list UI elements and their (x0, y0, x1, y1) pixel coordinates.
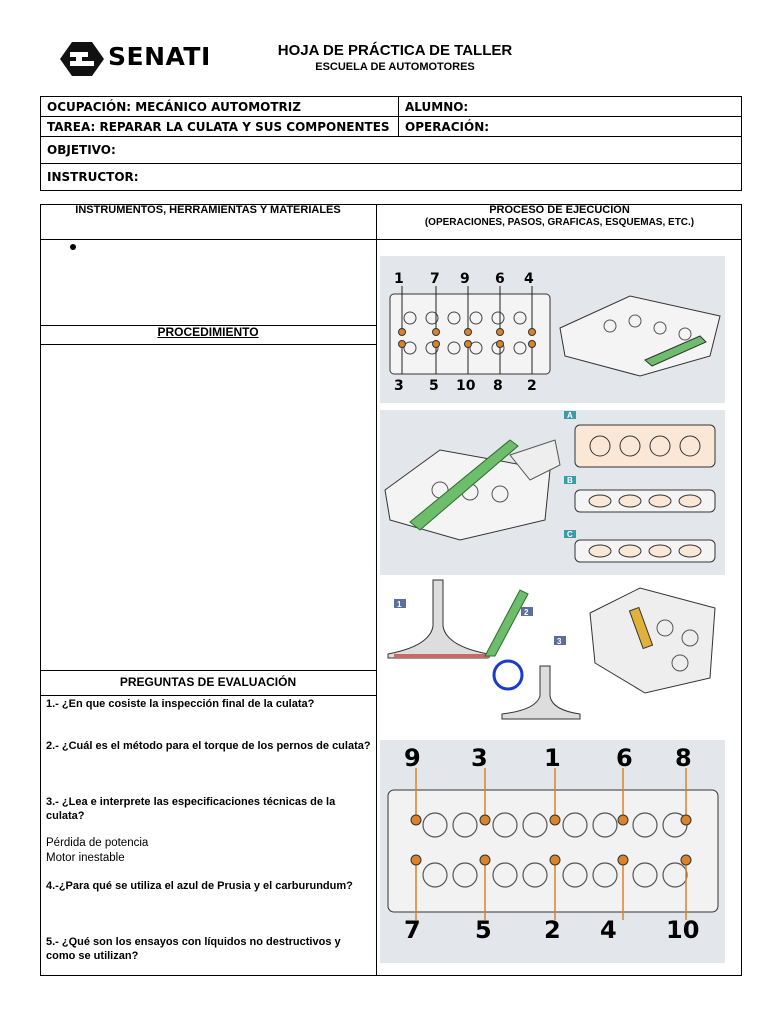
valve-figure (380, 578, 725, 723)
seq-top-1: 1 (394, 271, 404, 287)
brush-sketch (485, 590, 528, 656)
info-table (40, 96, 742, 191)
valve-sketch-1 (388, 580, 488, 658)
big-head-sketch (388, 790, 718, 912)
question-5: 5.- ¿Qué son los ensayos con líquidos no destructivos y como se utilizan? (46, 936, 341, 962)
instructor-field[interactable]: INSTRUCTOR: (41, 164, 742, 191)
proceso-subheader: (OPERACIONES, PASOS, GRAFICAS, ESQUEMAS, ETC.) (424, 217, 695, 228)
question-1: 1.- ¿En que cosiste la inspección final de la culata? (46, 698, 315, 710)
valve-label-3: 3 (557, 637, 562, 646)
alumno-field[interactable]: ALUMNO: (399, 97, 742, 117)
answer-line-1: Pérdida de potencia (46, 837, 149, 849)
big-seq-top-5: 8 (675, 744, 692, 772)
big-seq-top-1: 9 (404, 744, 421, 772)
page-subtitle: ESCUELA DE AUTOMOTORES (315, 61, 475, 73)
seq-top-2: 7 (430, 271, 440, 287)
empty-bullet (70, 244, 76, 250)
page-title: HOJA DE PRÁCTICA DE TALLER (277, 42, 513, 59)
gasket-label-a: A (567, 411, 573, 420)
seq-bottom-2: 5 (429, 378, 439, 394)
ocupacion-cell: OCUPACIÓN: MECÁNICO AUTOMOTRIZ (41, 97, 399, 117)
big-seq-top-4: 6 (616, 744, 633, 772)
big-seq-bottom-5: 10 (666, 916, 700, 944)
gasket-a (575, 425, 715, 467)
seq-top-3: 9 (460, 271, 470, 287)
big-seq-bottom-2: 5 (475, 916, 492, 944)
procedimiento-title: PROCEDIMIENTO (157, 325, 259, 339)
valve-label-1: 1 (397, 600, 402, 609)
proceso-header: PROCESO DE EJECUCION (489, 204, 630, 216)
objetivo-field[interactable]: OBJETIVO: (41, 137, 742, 164)
torque-sequence-figure (380, 256, 725, 403)
big-seq-top-2: 3 (471, 744, 488, 772)
big-seq-top-3: 1 (544, 744, 561, 772)
seq-top-5: 4 (524, 271, 534, 287)
valve-seal-ring (494, 661, 522, 689)
cylinder-head-sketch (560, 296, 720, 376)
seq-bottom-3: 10 (456, 378, 476, 394)
operacion-field[interactable]: OPERACIÓN: (399, 117, 742, 137)
seq-bottom-1: 3 (394, 378, 404, 394)
question-2: 2.- ¿Cuál es el método para el torque de los pernos de culata? (46, 740, 371, 752)
instrumentos-header: INSTRUMENTOS, HERRAMIENTAS Y MATERIALES (75, 204, 341, 216)
column-divider (376, 204, 377, 976)
seq-bottom-5: 2 (527, 378, 537, 394)
preguntas-title: PREGUNTAS DE EVALUACIÓN (119, 675, 297, 689)
big-seq-bottom-4: 4 (600, 916, 617, 944)
answer-line-2: Motor inestable (46, 852, 125, 864)
seq-top-4: 6 (495, 271, 505, 287)
brand-name: SENATI (108, 42, 211, 71)
valve-sketch-2 (502, 666, 580, 719)
big-seq-bottom-3: 2 (544, 916, 561, 944)
valve-label-2: 2 (524, 608, 529, 617)
gasket-label-b: B (567, 476, 573, 485)
tarea-cell: TAREA: REPARAR LA CULATA Y SUS COMPONENTES (41, 117, 399, 137)
gasket-label-c: C (567, 530, 573, 539)
question-3: 3.- ¿Lea e interprete las especificaciones técnicas de la culata? (46, 796, 336, 822)
valve-spring-sketch (590, 588, 715, 693)
header-divider (40, 239, 742, 240)
question-4: 4.-¿Para qué se utiliza el azul de Prusia y el carburundum? (46, 880, 353, 892)
seq-bottom-4: 8 (493, 378, 503, 394)
gasket-figure (380, 410, 725, 575)
big-torque-sequence-figure (380, 740, 725, 963)
big-seq-bottom-1: 7 (404, 916, 421, 944)
